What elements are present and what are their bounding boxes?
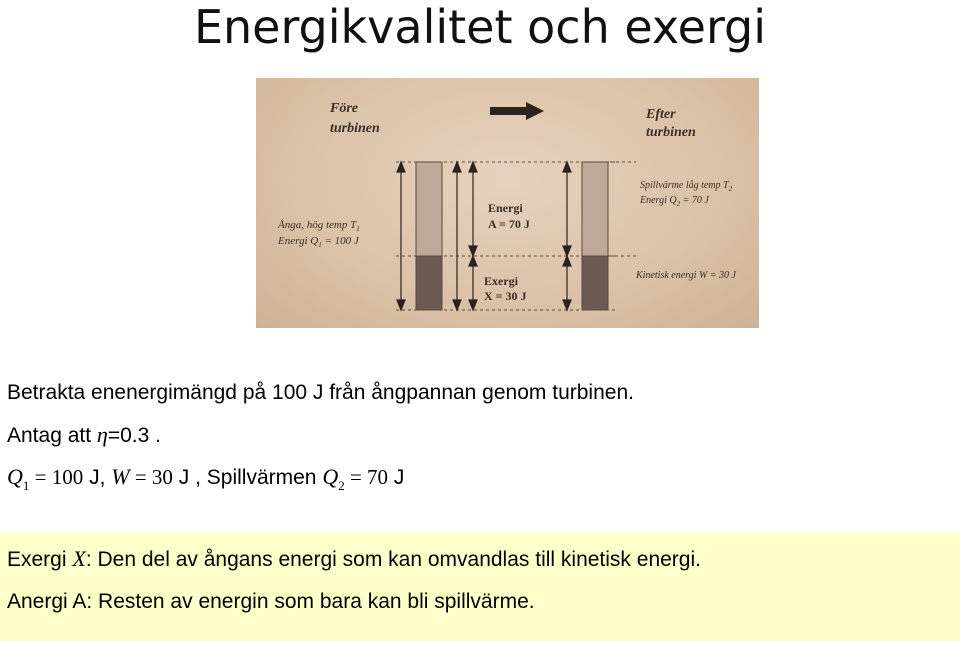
definition-anergi: Anergi A: Resten av energin som bara kan bli spillvärme.: [7, 590, 535, 613]
before-label-1: Före: [330, 101, 358, 116]
after-label-1: Efter: [646, 107, 676, 122]
eta-symbol: η: [96, 422, 108, 447]
body-line-2: Antag att η=0.3 .: [7, 422, 161, 447]
before-label-2: turbinen: [330, 121, 380, 136]
body-line-1: Betrakta enenergimängd på 100 J från ångpannan genom turbinen.: [7, 381, 634, 404]
kinetic-label: Kinetisk energi W = 30 J: [636, 270, 736, 281]
energy-label-1: Energi: [488, 201, 523, 215]
definition-exergi: Exergi X: Den del av ångans energi som kan omvandlas till kinetisk energi.: [7, 546, 701, 571]
left-label-1: Ånga, hög temp $T_1$: [278, 219, 360, 233]
energy-label-2: A = 70 J: [488, 217, 530, 231]
waste-label-2: Energi $Q_2 = 70$ J: [640, 195, 709, 208]
before-bar: [416, 162, 442, 310]
page-title: Energikvalitet och exergi: [193, 0, 767, 54]
exergy-label-2: X = 30 J: [484, 289, 527, 303]
waste-label-1: Spillvärme låg temp $T_2$: [640, 180, 733, 193]
direction-arrow-icon: [490, 102, 544, 120]
after-bar: [582, 162, 608, 310]
turbine-diagram-photo: [256, 78, 759, 328]
turbine-diagram: [256, 78, 759, 328]
after-label-2: turbinen: [646, 125, 696, 140]
left-label-2: Energi $Q_1 = 100$ J: [278, 235, 359, 249]
body-line-3: $Q_1 = 100$ J, W = 30 J , Spillvärmen $Q_2 = 70$ J: [7, 464, 405, 493]
exergy-label-1: Exergi: [484, 274, 518, 288]
